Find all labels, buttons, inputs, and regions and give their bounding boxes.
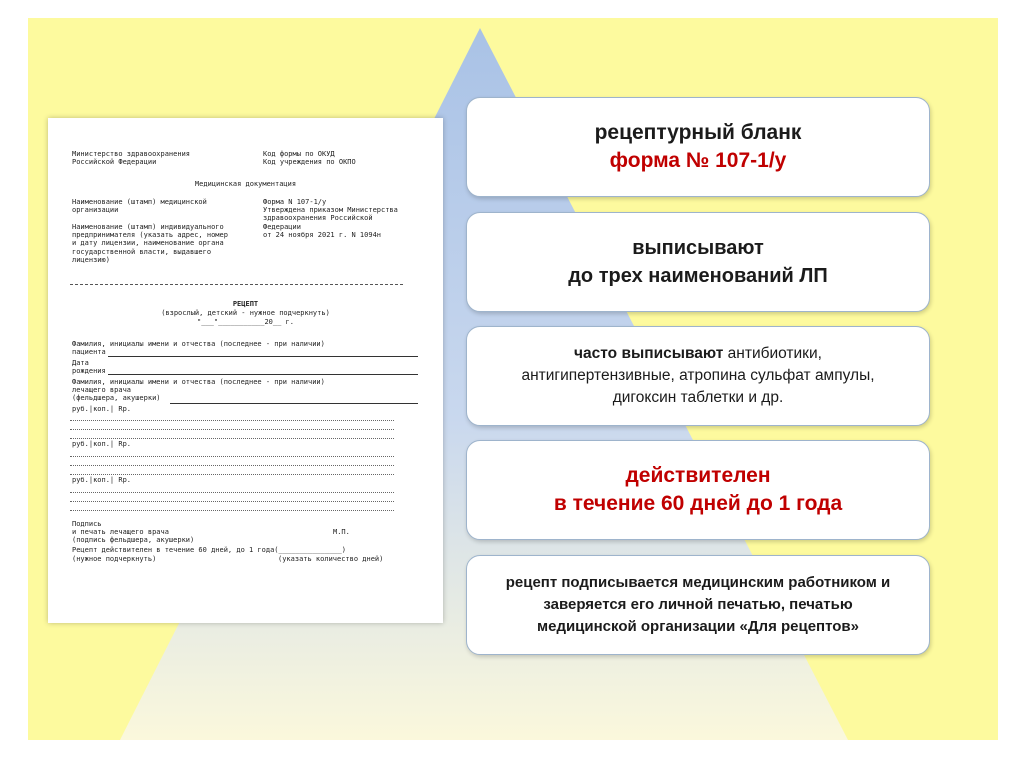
form-dotted-line: [70, 510, 394, 511]
form-underline: [108, 356, 418, 357]
box5-line2: заверяется его личной печатью, печатью: [543, 596, 853, 613]
form-mp: М.П.: [333, 528, 350, 536]
form-med-doc: Медицинская документация: [194, 180, 297, 188]
form-underline-note: (нужное подчеркнуть): [72, 555, 157, 563]
box4-line1: действителен: [625, 464, 771, 487]
form-rub-rp-3: руб.|коп.| Rp.: [72, 476, 132, 484]
form-underline: [108, 374, 418, 375]
box1-line1: рецептурный бланк: [594, 121, 802, 144]
form-recipe-title: РЕЦЕПТ: [232, 300, 259, 308]
form-dotted-line: [70, 429, 394, 430]
form-validity: Рецепт действителен в течение 60 дней, до 1 года(_______________): [72, 546, 346, 554]
form-org-name: Наименование (штамп) медицинской организации: [72, 198, 207, 215]
info-box-common-drugs: [466, 326, 930, 426]
form-doctor-fio: Фамилия, инициалы имени и отчества (последнее - при наличии) лечащего врача (фельдшера, акушерки): [72, 378, 325, 403]
box3-line1: [574, 343, 822, 365]
box3-bold: часто выписывают: [574, 345, 724, 362]
form-dotted-line: [70, 492, 394, 493]
form-dotted-line: [70, 420, 394, 421]
form-recipe-sub: (взрослый, детский - нужное подчеркнуть): [161, 309, 330, 317]
box5-line1: рецепт подписывается медицинским работником и: [505, 574, 891, 591]
form-ministry: Министерство здравоохранения Российской Федерации: [72, 150, 191, 167]
box3-rest1: антибиотики,: [723, 345, 822, 362]
form-signature: Подпись и печать лечащего врача (подпись фельдшера, акушерки): [72, 520, 195, 545]
form-dotted-line: [70, 438, 394, 439]
info-box-signature: [466, 555, 930, 655]
form-codes: Код формы по ОКУД Код учреждения по ОКПО: [263, 150, 356, 167]
box3-line2: антигипертензивные, атропина сульфат ампулы,: [521, 367, 875, 384]
box5-line3: медицинской организации «Для рецептов»: [537, 618, 859, 635]
form-rub-rp-1: руб.|коп.| Rp.: [72, 405, 132, 413]
form-count-note: (указать количество дней): [278, 555, 384, 563]
box2-line1: выписывают: [632, 237, 764, 259]
box3-line3: дигоксин таблетки и др.: [612, 389, 784, 406]
box4-line2: в течение 60 дней до 1 года: [553, 492, 843, 515]
prescription-form-image: [48, 118, 443, 623]
info-box-items: [466, 212, 930, 312]
form-dotted-line: [70, 456, 394, 457]
form-dotted-line: [70, 465, 394, 466]
form-recipe-date: "___"___________20__ г.: [197, 318, 294, 326]
box2-line2: до трех наименований ЛП: [568, 265, 828, 287]
form-dotted-line: [70, 501, 394, 502]
info-box-validity: [466, 440, 930, 540]
box1-line2: форма № 107-1/у: [609, 149, 787, 172]
form-underline: [170, 403, 418, 404]
form-dashed-line: [70, 284, 403, 285]
info-box-form-type: [466, 97, 930, 197]
form-dotted-line: [70, 474, 394, 475]
form-number: Форма N 107-1/у Утверждена приказом Министерства здравоохранения Российской Федерации от 24 ноября 2021 г. N 1094н: [263, 198, 398, 239]
form-patient-fio: Фамилия, инициалы имени и отчества (последнее - при наличии) пациента: [72, 340, 325, 357]
form-birth-date: Дата рождения: [72, 359, 106, 376]
form-entrepreneur: Наименование (штамп) индивидуального предпринимателя (указать адрес, номер и дату лицензии, наименование органа государственной власти, выдавшего лицензию): [72, 223, 228, 264]
form-rub-rp-2: руб.|коп.| Rp.: [72, 440, 132, 448]
